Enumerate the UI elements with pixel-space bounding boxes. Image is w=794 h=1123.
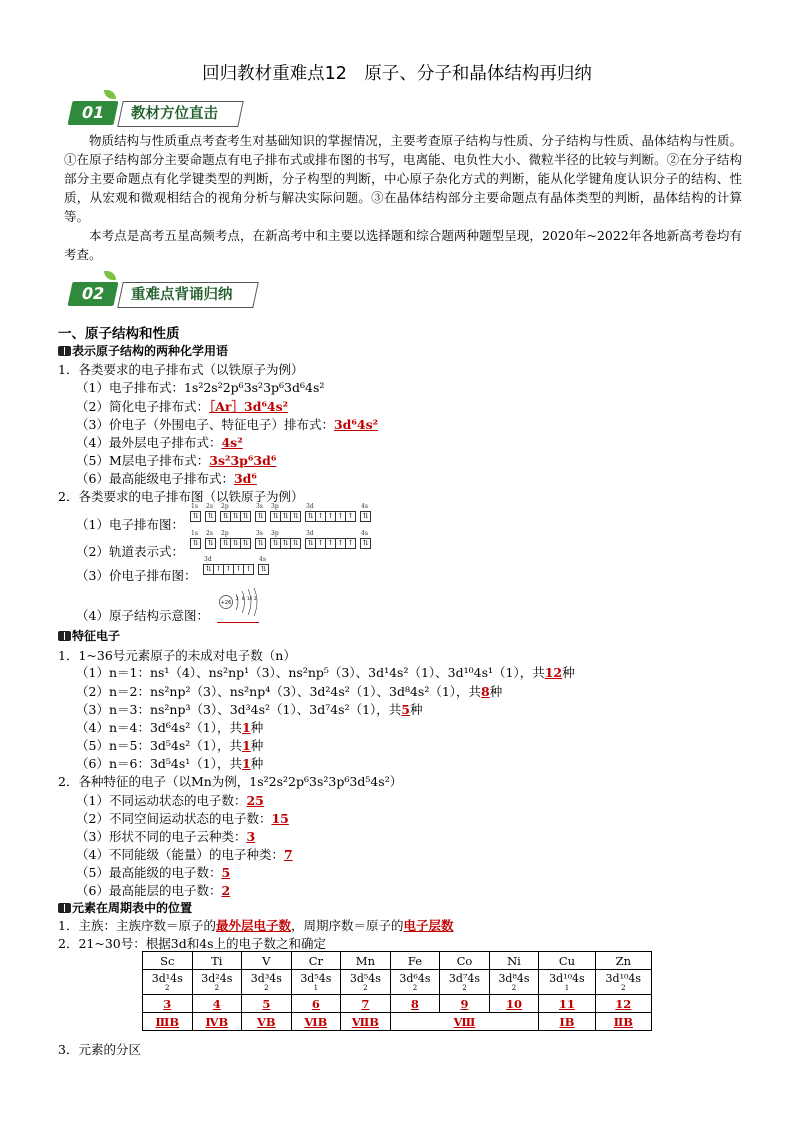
- shell-count: 8: [242, 596, 245, 601]
- section-header-02: [70, 282, 290, 306]
- orbital-diagram-full: [190, 503, 380, 520]
- orbital-box: ⇅: [360, 511, 371, 522]
- orbital-label: 2s: [206, 530, 213, 537]
- orbital-box: ⇅: [280, 511, 291, 522]
- group-number: ⅠB: [539, 1013, 595, 1031]
- element-symbol: Co: [440, 952, 490, 970]
- subheading-two-notations: 表示原子结构的两种化学用语: [58, 342, 228, 359]
- section-number: 02: [67, 282, 118, 306]
- orbital-box: ⇅: [205, 538, 216, 549]
- orbital-label: 1s: [191, 503, 198, 510]
- electron-sum: 5: [242, 995, 292, 1013]
- p1-item-6: （6）最高能级电子排布式：3d⁶: [76, 471, 257, 486]
- electron-sum: 9: [440, 995, 490, 1013]
- orbital-label: 4s: [361, 530, 368, 537]
- subheading-feature-electrons: 特征电子: [58, 627, 120, 644]
- f1-item-6: （6）n＝6：3d⁵4s¹（1），共1种: [76, 756, 264, 771]
- element-symbol: Fe: [390, 952, 440, 970]
- book-icon: [58, 346, 71, 356]
- orbital-label: 4s: [259, 556, 266, 563]
- f2-item-5: （5）最高能级的电子数：5: [76, 865, 231, 880]
- orbital-diagram-valence: [203, 556, 273, 573]
- f2-item-1: （1）不同运动状态的电子数：25: [76, 793, 264, 808]
- electron-sum: 12: [595, 995, 651, 1013]
- element-symbol: Sc: [143, 952, 193, 970]
- f1-item-3: （3）n＝3：ns²np³（3）、3d³4s²（1）、3d⁷4s²（1），共5种: [76, 702, 423, 717]
- orbital-label: 4s: [361, 503, 368, 510]
- p1-item-5: （5）M层电子排布式：3s²3p⁶3d⁶: [76, 453, 277, 468]
- orbital-box: ↑: [335, 511, 346, 522]
- orbital-box: ↑: [315, 538, 326, 549]
- p2-title: 2．各类要求的电子排布图（以铁原子为例）: [58, 489, 304, 504]
- orbital-box: ⇅: [240, 538, 251, 549]
- answer-underline: [217, 622, 259, 623]
- group-number: ⅢB: [143, 1013, 193, 1031]
- element-config: 3d⁷4s 2: [440, 970, 490, 995]
- orbital-box: ↑: [315, 511, 326, 522]
- electron-sum: 6: [291, 995, 341, 1013]
- element-config: 3d⁶4s 2: [390, 970, 440, 995]
- group-number: ⅥB: [291, 1013, 341, 1031]
- orbital-label: 2p: [221, 530, 229, 537]
- leaf-icon: [104, 90, 116, 99]
- orbital-box: ⇅: [290, 538, 301, 549]
- orbital-box: ⇅: [305, 538, 316, 549]
- page-title: 回归教材重难点12 原子、分子和晶体结构再归纳: [202, 64, 592, 84]
- orbital-label: 3d: [306, 530, 314, 537]
- electron-sum: 7: [341, 995, 391, 1013]
- electron-sum: 10: [489, 995, 539, 1013]
- f1-title: 1．1~36号元素原子的未成对电子数（n）: [58, 648, 296, 663]
- element-symbol: Ti: [192, 952, 242, 970]
- orbital-box: ⇅: [240, 511, 251, 522]
- element-symbol: Cu: [539, 952, 595, 970]
- orbital-box: ⇅: [270, 511, 281, 522]
- p2-item-4: （4）原子结构示意图：: [76, 608, 209, 623]
- pos-3: 3．元素的分区: [58, 1042, 141, 1057]
- orbital-diagram-full-2: [190, 530, 380, 547]
- orbital-box: ⇅: [290, 511, 301, 522]
- electron-sum: 8: [390, 995, 440, 1013]
- p2-item-1: （1）电子排布图：: [76, 517, 184, 532]
- orbital-box: ↑: [213, 564, 224, 575]
- orbital-box: ⇅: [255, 511, 266, 522]
- group-number: ⅦB: [341, 1013, 391, 1031]
- pos-1: 1．主族：主族序数＝原子的最外层电子数，周期序数＝原子的电子层数: [58, 918, 454, 933]
- electron-sum: 4: [192, 995, 242, 1013]
- electron-sum: 3: [143, 995, 193, 1013]
- orbital-box: ⇅: [270, 538, 281, 549]
- atom-structure-diagram: [217, 582, 261, 622]
- orbital-box: ⇅: [205, 511, 216, 522]
- book-icon: [58, 631, 71, 641]
- shell-count: 2: [236, 596, 239, 601]
- section-number: 01: [67, 101, 118, 125]
- orbital-label: 2p: [221, 503, 229, 510]
- intro-paragraph-2: 本考点是高考五星高频考点，在新高考中和主要以选择题和综合题两种题型呈现，2020年~2022年各地新高考卷均有考查。: [64, 228, 742, 262]
- section-header-01: [70, 101, 290, 125]
- f2-item-3: （3）形状不同的电子云种类：3: [76, 829, 256, 844]
- element-symbol: Cr: [291, 952, 341, 970]
- f1-item-4: （4）n＝4：3d⁶4s²（1），共1种: [76, 720, 264, 735]
- group-number: Ⅷ: [390, 1013, 539, 1031]
- heading-atom-structure: 一、原子结构和性质: [58, 326, 180, 342]
- element-symbol: V: [242, 952, 292, 970]
- f2-item-4: （4）不同能级（能量）的电子种类：7: [76, 847, 293, 862]
- orbital-box: ↑: [243, 564, 254, 575]
- orbital-label: 3d: [306, 503, 314, 510]
- orbital-box: ⇅: [305, 511, 316, 522]
- element-config: 3d²4s 2: [192, 970, 242, 995]
- orbital-box: ↑: [223, 564, 234, 575]
- orbital-box: ⇅: [203, 564, 214, 575]
- orbital-box: ↑: [345, 538, 356, 549]
- element-config: 3d¹4s 2: [143, 970, 193, 995]
- orbital-label: 3p: [271, 530, 279, 537]
- orbital-box: ⇅: [258, 564, 269, 575]
- element-config: 3d⁸4s 2: [489, 970, 539, 995]
- element-symbol: Zn: [595, 952, 651, 970]
- orbital-box: ⇅: [360, 538, 371, 549]
- group-number: ⅣB: [192, 1013, 242, 1031]
- orbital-label: 3s: [256, 530, 263, 537]
- group-number: ⅤB: [242, 1013, 292, 1031]
- element-config: 3d¹⁰4s 1: [539, 970, 595, 995]
- p1-item-3: （3）价电子（外围电子、特征电子）排布式：3d⁶4s²: [76, 417, 379, 432]
- f1-item-2: （2）n＝2：ns²np²（3）、ns²np⁴（3）、3d²4s²（1）、3d⁸4s²（1），共8种: [76, 684, 503, 699]
- element-config: 3d⁵4s 2: [341, 970, 391, 995]
- element-config: 3d¹⁰4s 2: [595, 970, 651, 995]
- group-number: ⅡB: [595, 1013, 651, 1031]
- f2-title: 2．各种特征的电子（以Mn为例，1s²2s²2p⁶3s²3p⁶3d⁵4s²）: [58, 774, 403, 789]
- p2-item-2: （2）轨道表示式：: [76, 544, 184, 559]
- orbital-box: ↑: [325, 538, 336, 549]
- orbital-label: 2s: [206, 503, 213, 510]
- p1-item-1: （1）电子排布式：1s²2s²2p⁶3s²3p⁶3d⁶4s²: [76, 380, 325, 395]
- transition-element-table: [142, 951, 652, 1031]
- p1-item-2: （2）简化电子排布式：［Ar］3d⁶4s²: [76, 399, 289, 414]
- orbital-box: ⇅: [255, 538, 266, 549]
- orbital-label: 3d: [204, 556, 212, 563]
- orbital-box: ⇅: [230, 538, 241, 549]
- orbital-box: ↑: [335, 538, 346, 549]
- p1-title: 1．各类要求的电子排布式（以铁原子为例）: [58, 362, 304, 377]
- section-label: 教材方位直击: [131, 106, 218, 122]
- element-symbol: Mn: [341, 952, 391, 970]
- intro-paragraph-1: 物质结构与性质重点考查考生对基础知识的掌握情况，主要考查原子结构与性质、分子结构与性质、晶体结构与性质。①在原子结构部分主要命题点有电子排布式或排布图的书写，电离能、电负性大小、微粒半径的比较与判断。②在分子结构部分主要命题点有化学键类型的判断，分子构型的判断，中心原子杂化方式的判断，能从化学键角度认识分子的结构、性质，从宏观和微观相结合的视角分析与解决实际问题。③在晶体结构部分主要命题点有晶体类型的判断，晶体结构的计算等。: [64, 133, 742, 224]
- f1-item-1: （1）n＝1：ns¹（4）、ns²np¹（3）、ns²np⁵（3）、3d¹4s²（1）、3d¹⁰4s¹（1），共12种: [76, 665, 575, 680]
- f2-item-6: （6）最高能层的电子数：2: [76, 883, 231, 898]
- f2-item-2: （2）不同空间运动状态的电子数：15: [76, 811, 289, 826]
- orbital-box: ↑: [233, 564, 244, 575]
- orbital-box: ⇅: [190, 511, 201, 522]
- electron-sum: 11: [539, 995, 595, 1013]
- nucleus-charge: +26: [220, 600, 232, 606]
- orbital-box: ⇅: [230, 511, 241, 522]
- shell-count: 14: [247, 596, 253, 601]
- orbital-box: ↑: [325, 511, 336, 522]
- element-symbol: Ni: [489, 952, 539, 970]
- shell-count: 2: [254, 596, 257, 601]
- orbital-box: ⇅: [220, 511, 231, 522]
- p1-item-4: （4）最外层电子排布式：4s²: [76, 435, 243, 450]
- orbital-box: ⇅: [220, 538, 231, 549]
- element-config: 3d³4s 2: [242, 970, 292, 995]
- orbital-box: ↑: [345, 511, 356, 522]
- p2-item-3: （3）价电子排布图：: [76, 568, 197, 583]
- subheading-element-position: 元素在周期表中的位置: [58, 899, 192, 916]
- leaf-icon: [104, 271, 116, 280]
- pos-2: 2．21~30号：根据3d和4s上的电子数之和确定: [58, 936, 327, 951]
- orbital-label: 3p: [271, 503, 279, 510]
- orbital-box: ⇅: [190, 538, 201, 549]
- orbital-box: ⇅: [280, 538, 291, 549]
- orbital-label: 3s: [256, 503, 263, 510]
- orbital-label: 1s: [191, 530, 198, 537]
- section-label: 重难点背诵归纳: [131, 287, 233, 303]
- f1-item-5: （5）n＝5：3d⁵4s²（1），共1种: [76, 738, 264, 753]
- book-icon: [58, 903, 71, 913]
- element-config: 3d⁵4s 1: [291, 970, 341, 995]
